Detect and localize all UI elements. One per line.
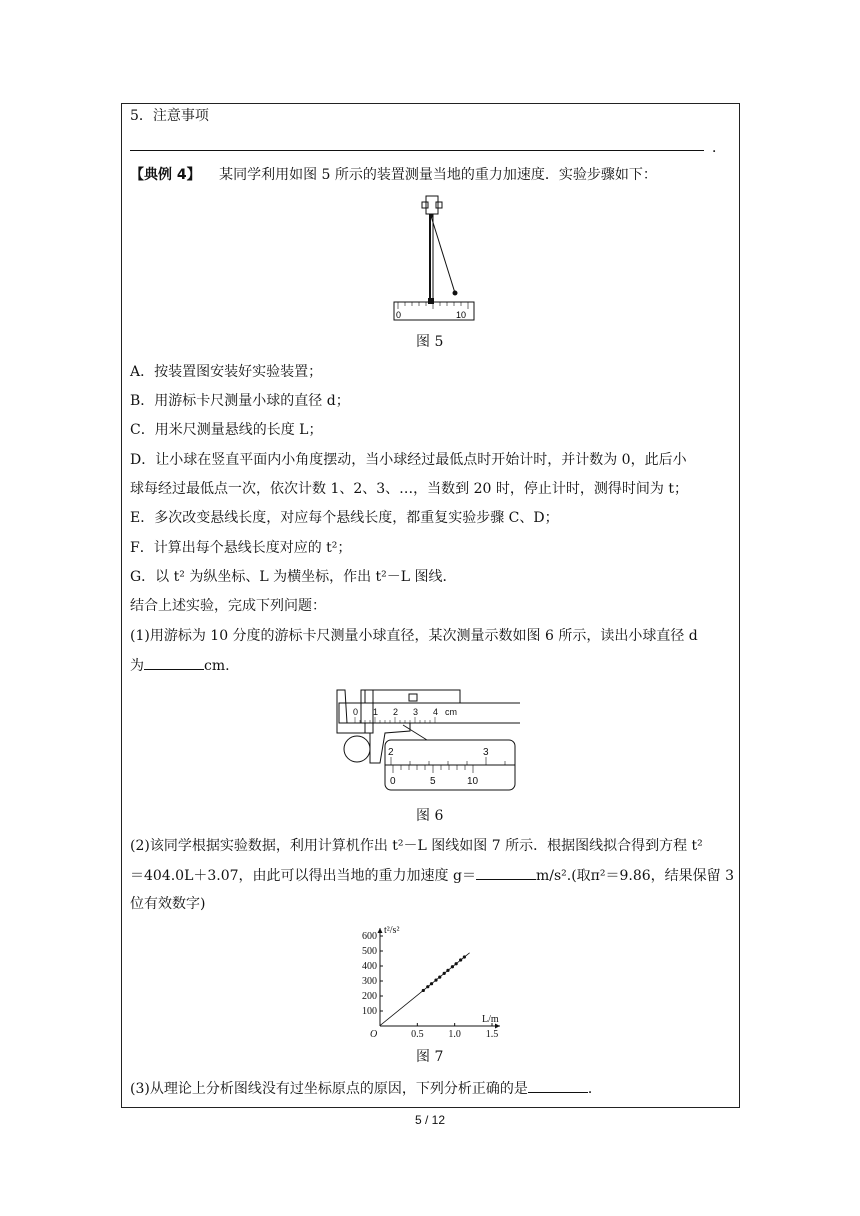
section-title: 5．注意事项: [130, 108, 209, 124]
fig6-main-unit: cm: [445, 707, 457, 717]
example-text: 某同学利用如图 5 所示的装置测量当地的重力加速度．实验步骤如下：: [219, 167, 657, 183]
x-axis-label: L/m: [482, 1014, 499, 1025]
q3-prefix: (3)从理论上分析图线没有过坐标原点的原因，下列分析正确的是: [130, 1081, 528, 1097]
fig7-chart: [355, 925, 510, 1040]
data-point: [446, 969, 449, 972]
step-c: C．用米尺测量悬线的长度 L；: [130, 422, 323, 438]
y-tick-label: 500: [362, 946, 377, 957]
fig6-zoom-main-2: 2: [388, 747, 394, 758]
origin-label: O: [370, 1029, 378, 1040]
fig5-pendulum-diagram: [390, 194, 480, 322]
y-axis-arrow: [378, 928, 383, 933]
end-period: ．: [712, 140, 726, 156]
problem-intro: 结合上述实验，完成下列问题：: [130, 598, 326, 614]
fig6-caption: 图 6: [416, 808, 444, 824]
fig6-zoom-main-3: 3: [483, 747, 489, 758]
q2-suffix: m/s².(取π²＝9.86，结果保留 3: [535, 868, 735, 884]
step-d-line2: 球每经过最低点一次，依次计数 1、2、3、…，当数到 20 时，停止计时，测得时间为 t；: [130, 481, 688, 497]
q2-line3: 位有效数字): [130, 896, 206, 912]
q1-line2: [130, 655, 230, 676]
fig6-zoom-vernier-0: 0: [390, 776, 396, 787]
fig6-zoom-vernier-10: 10: [467, 776, 479, 787]
answer-blank-line: [130, 150, 704, 151]
step-e: E．多次改变悬线长度，对应每个悬线长度，都重复实验步骤 C、D；: [130, 510, 559, 526]
data-point: [438, 976, 441, 979]
page-number: 5 / 12: [414, 1113, 446, 1127]
q3-line: [130, 1078, 602, 1099]
step-d-line1: D．让小球在竖直平面内小角度摆动，当小球经过最低点时开始计时，并计数为 0，此后小: [130, 452, 687, 468]
q2-line2: [130, 865, 734, 886]
fig6-main-1: 1: [373, 707, 379, 717]
y-axis-label: t²/s²: [384, 925, 400, 936]
y-tick-label: 300: [362, 976, 377, 987]
x-tick-label: 1.5: [485, 1029, 499, 1040]
fig5-ruler-left: 0: [396, 310, 402, 320]
fig6-main-0: 0: [353, 707, 359, 717]
q1-answer-blank: [144, 655, 204, 670]
y-tick-label: 400: [362, 961, 377, 972]
data-point: [455, 962, 458, 965]
fig6-caliper-diagram: [325, 685, 520, 800]
data-point: [451, 965, 454, 968]
y-tick-label: 200: [362, 991, 377, 1002]
data-point: [422, 989, 425, 992]
q2-line1: (2)该同学根据实验数据，利用计算机作出 t²－L 图线如图 7 所示．根据图线拟合得到方程 t²: [130, 838, 703, 854]
fig5-ruler-right: 10: [456, 310, 467, 320]
data-point: [430, 982, 433, 985]
data-point: [443, 972, 446, 975]
x-tick-label: 0.5: [411, 1029, 424, 1040]
fig6-zoom-vernier-5: 5: [430, 776, 436, 787]
step-a: A．按装置图安装好实验装置；: [130, 364, 323, 380]
y-tick-label: 600: [362, 931, 377, 942]
data-point: [434, 979, 437, 982]
step-f: F．计算出每个悬线长度对应的 t²；: [130, 540, 352, 556]
q1-suffix: cm.: [204, 658, 230, 674]
q3-suffix: ．: [587, 1081, 602, 1097]
data-point: [459, 958, 462, 961]
fig6-main-3: 3: [413, 707, 419, 717]
step-b: B．用游标卡尺测量小球的直径 d；: [130, 393, 350, 409]
data-point: [463, 955, 466, 958]
x-tick-label: 1.0: [448, 1029, 461, 1040]
fig6-main-2: 2: [393, 707, 399, 717]
q1-prefix: 为: [130, 658, 144, 674]
fig5-caption: 图 5: [416, 334, 444, 350]
example-intro: [130, 165, 657, 185]
example-label: 【典例 4】: [130, 167, 201, 183]
q2-answer-blank: [476, 865, 536, 880]
data-point: [426, 985, 429, 988]
y-tick-label: 100: [362, 1006, 377, 1017]
step-g: G．以 t² 为纵坐标、L 为横坐标，作出 t²－L 图线．: [130, 569, 457, 585]
fig6-main-4: 4: [433, 707, 439, 717]
fig7-caption: 图 7: [416, 1049, 444, 1065]
q2-prefix: ＝404.0L＋3.07，由此可以得出当地的重力加速度 g＝: [130, 868, 476, 884]
q3-answer-blank: [528, 1078, 588, 1093]
q1-line1: (1)用游标为 10 分度的游标卡尺测量小球直径，某次测量示数如图 6 所示，读出小球直径 d: [130, 628, 698, 644]
